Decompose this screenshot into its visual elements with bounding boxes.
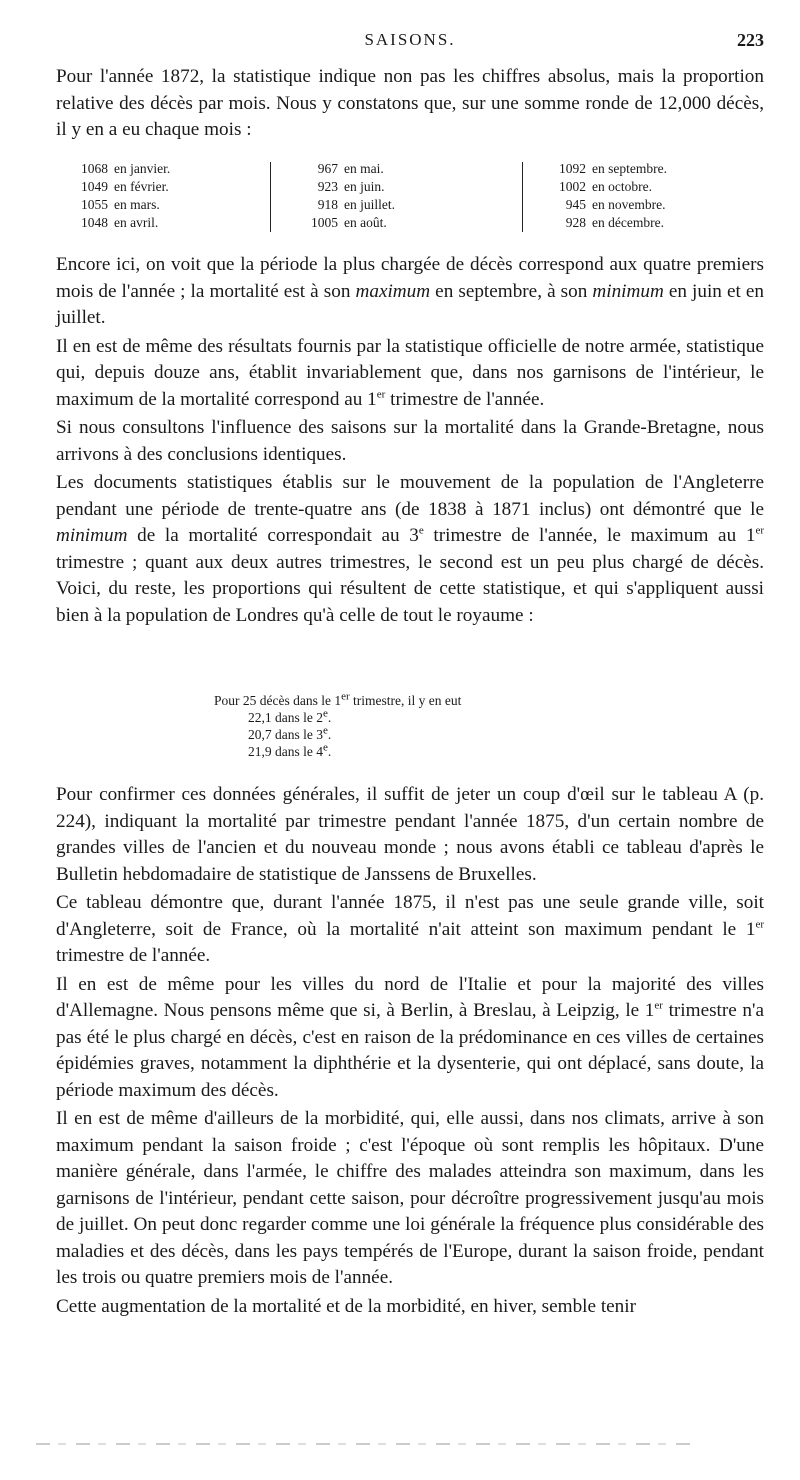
- running-title: SAISONS.: [364, 30, 456, 49]
- quarter-row: 22,1 dans le 2e.: [248, 707, 332, 725]
- month-row: 1068 en janvier.: [81, 161, 171, 176]
- month-row: 967 en mai.: [317, 161, 384, 176]
- paragraph-ce-tableau: Ce tableau démontre que, durant l'année 1875, il n'est pas une seule grande ville, soit d'Angleterre, soit de France, où la mortalité n'ait atteint son maximum pendant le 1er trimestre de l'année.: [56, 892, 764, 966]
- quarter-row-first: Pour 25 décès dans le 1er trimestre, il y en eut: [214, 690, 462, 708]
- month-row: 1005 en août.: [311, 215, 387, 230]
- paragraph-grande-bretagne: Si nous consultons l'influence des saisons sur la mortalité dans la Grande-Bretagne, nous arrivons à des conclusions identiques.: [56, 417, 764, 465]
- months-column-2: [304, 160, 395, 232]
- bleed-through-line: [36, 1443, 696, 1445]
- month-row: 923 en juin.: [317, 179, 385, 194]
- month-row: 945 en novembre.: [565, 197, 666, 212]
- paragraph-cette-augmentation: Cette augmentation de la mortalité et de la morbidité, en hiver, semble tenir: [56, 1295, 636, 1317]
- column-divider: [522, 162, 523, 232]
- page-number: 223: [737, 30, 764, 50]
- month-row: 918 en juillet.: [317, 197, 395, 212]
- month-row: 1002 en octobre.: [559, 179, 652, 194]
- intro-paragraph-block: [56, 64, 764, 144]
- intro-paragraph: Pour l'année 1872, la statistique indique non pas les chiffres absolus, mais la proportion relative des décès par mois. Nous y constatons que, sur une somme ronde de 12,000 décès, il y en a eu chaque mois :: [56, 66, 764, 140]
- main-text-block-2: [56, 782, 764, 1320]
- months-column-3: [552, 160, 667, 232]
- paragraph-pour-confirmer: Pour confirmer ces données générales, il suffit de jeter un coup d'œil sur le tableau A (p. 224), indiquant la mortalité par trimestre pendant l'année 1875, d'un certain nombre de grandes villes de l'ancien et du nouveau monde ; nous avons établi ce tableau d'après le Bulletin hebdomadaire de statistique de Janssens de Bruxelles.: [56, 784, 764, 885]
- month-row: 1092 en septembre.: [559, 161, 667, 176]
- month-row: 928 en décembre.: [565, 215, 664, 230]
- months-column-1: [74, 160, 170, 232]
- paragraph-angleterre: Les documents statistiques établis sur le mouvement de la population de l'Angleterre pendant une période de trente-quatre ans (de 1838 à 1871 inclus) ont démontré que le minimum de la mortalité correspondait au 3e trimestre de l'année, le maximum au 1er trimestre ; quant aux deux autres trimestres, le second est un peu plus chargé de décès. Voici, du reste, les proportions qui résultent de cette statistique, et qui s'appliquent aussi bien à la population de Londres qu'à celle de tout le royaume :: [56, 472, 764, 626]
- quarter-row: 21,9 dans le 4e.: [248, 741, 332, 759]
- quarter-row: 20,7 dans le 3e.: [248, 724, 332, 742]
- paragraph-morbidite: Il en est de même d'ailleurs de la morbidité, qui, elle aussi, dans nos climats, arrive à son maximum pendant la saison froide ; c'est l'époque où sont remplis les hôpitaux. D'une manière générale, dans l'armée, le chiffre des malades atteindra son maximum, dans les garnisons de l'intérieur, pendant cette saison, pour décroître progressivement jusqu'au mois de juillet. On peut donc regarder comme une loi générale la fréquence plus considérable des maladies et des décès, dans les pays tempérés de l'Europe, durant la saison froide, pendant les trois ou quatre premiers mois de l'année.: [56, 1108, 764, 1288]
- running-header: [56, 30, 764, 58]
- main-text-block-1: [56, 252, 764, 629]
- quarterly-proportions-table: [214, 692, 461, 760]
- month-row: 1055 en mars.: [81, 197, 160, 212]
- paragraph-encore-ici: Encore ici, on voit que la période la plus chargée de décès correspond aux quatre premiers mois de l'année ; la mortalité est à son maximum en septembre, à son minimum en juin et en juillet.: [56, 254, 764, 328]
- monthly-deaths-table: [64, 160, 744, 236]
- month-row: 1049 en février.: [81, 179, 169, 194]
- month-row: 1048 en avril.: [81, 215, 159, 230]
- column-divider: [270, 162, 271, 232]
- paragraph-armee: Il en est de même des résultats fournis par la statistique officielle de notre armée, statistique qui, depuis douze ans, établit invariablement que, dans nos garnisons de l'intérieur, le maximum de la mortalité correspond au 1er trimestre de l'année.: [56, 335, 764, 410]
- paragraph-italie-allemagne: Il en est de même pour les villes du nord de l'Italie et pour la majorité des villes d'Allemagne. Nous pensons même que si, à Berlin, à Breslau, à Leipzig, le 1er trimestre n'a pas été le plus chargé en décès, c'est en raison de la prédominance en ces villes de certaines épidémies graves, notamment la diphthérie et la dysenterie, qui ont déplacé, sans doute, la période maximum des décès.: [56, 973, 764, 1101]
